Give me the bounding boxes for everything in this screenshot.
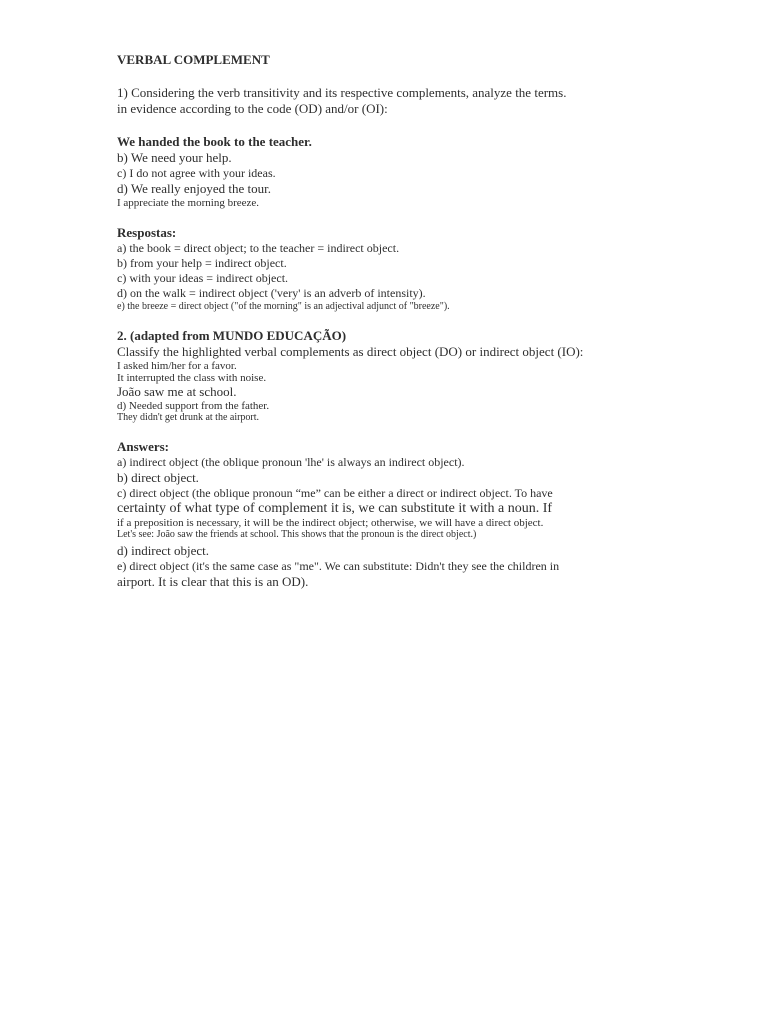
q1-item-d: d) We really enjoyed the tour. (117, 181, 271, 196)
q1-answer-d: d) on the walk = indirect object ('very' is an adverb of intensity). (117, 286, 426, 300)
q2-answer-b: b) direct object. (117, 470, 199, 485)
q1-answer-a: a) the book = direct object; to the teacher = indirect object. (117, 241, 400, 255)
q1-answer-c: c) with your ideas = indirect object. (117, 271, 289, 285)
q2-answer-c-cont-1: certainty of what type of complement it is, we can substitute it with a noun. If (117, 501, 553, 516)
q2-answer-d: d) indirect object. (117, 543, 210, 558)
q1-prompt-line-2: in evidence according to the code (OD) and/or (OI): (117, 101, 388, 116)
q2-answer-a: a) indirect object (the oblique pronoun 'lhe' is always an indirect object). (117, 455, 465, 469)
q1-answer-e: e) the breeze = direct object ("of the morning" is an adjectival adjunct of "breeze"). (117, 301, 450, 312)
q1-item-c: c) I do not agree with your ideas. (117, 166, 276, 180)
q1-answers-heading: Respostas: (117, 225, 177, 240)
document-title: VERBAL COMPLEMENT (117, 52, 270, 67)
q1-answer-b: b) from your help = indirect object. (117, 256, 287, 270)
q1-prompt-line-1: 1) Considering the verb transitivity and its respective complements, analyze the terms. (117, 85, 567, 100)
q2-item-a: I asked him/her for a favor. (117, 360, 237, 372)
q2-heading: 2. (adapted from MUNDO EDUCAÇÃO) (117, 328, 347, 343)
q2-prompt: Classify the highlighted verbal complements as direct object (DO) or indirect object (IO): (117, 344, 584, 359)
document-page (117, 52, 717, 590)
q2-item-c: João saw me at school. (117, 384, 237, 399)
q2-item-e: They didn't get drunk at the airport. (117, 412, 260, 423)
q2-answer-c: c) direct object (the oblique pronoun “me” can be either a direct or indirect object. To have (117, 486, 553, 500)
q1-item-a: We handed the book to the teacher. (117, 134, 312, 149)
q2-answer-c-cont-2: if a preposition is necessary, it will be the indirect object; otherwise, we will have a direct object. (117, 517, 544, 529)
q2-answer-e: e) direct object (it's the same case as "me". We can substitute: Didn't they see the children in (117, 559, 560, 573)
q2-answer-c-cont-3: Let's see: João saw the friends at school. This shows that the pronoun is the direct object.) (117, 529, 477, 540)
q2-answers-heading: Answers: (117, 439, 169, 454)
q1-item-b: b) We need your help. (117, 150, 232, 165)
q2-item-b: It interrupted the class with noise. (117, 372, 267, 384)
q2-item-d: d) Needed support from the father. (117, 400, 270, 412)
q1-item-e: I appreciate the morning breeze. (117, 197, 260, 209)
q2-answer-e-cont: airport. It is clear that this is an OD). (117, 574, 309, 589)
